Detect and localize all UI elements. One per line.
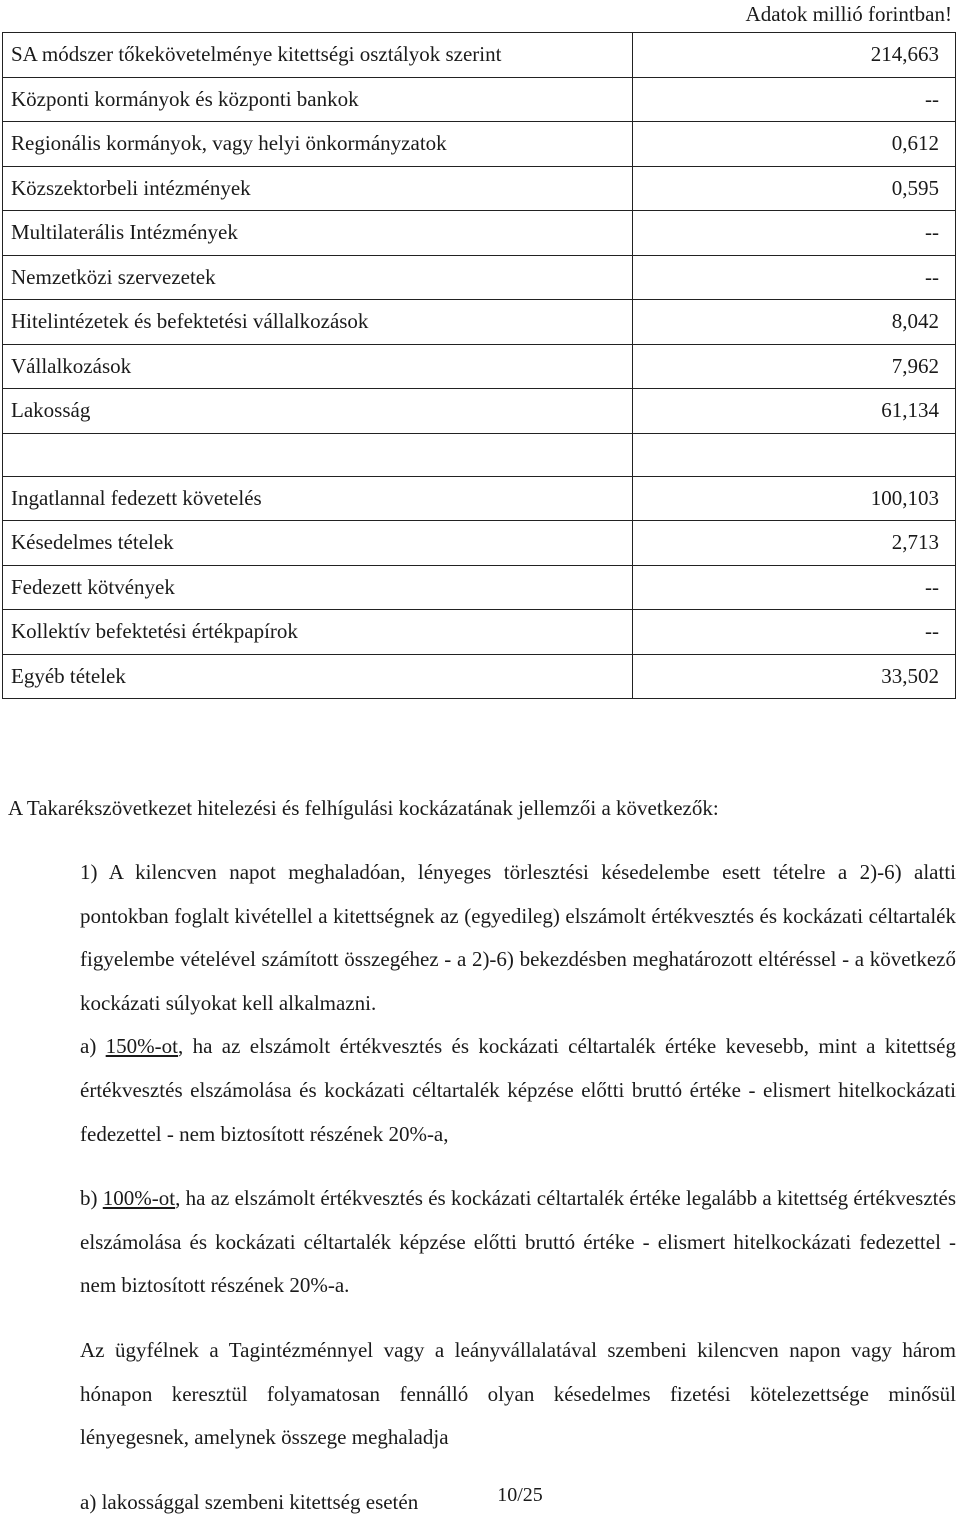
table-row [3, 389, 956, 434]
row-value: 8,042 [633, 300, 956, 345]
row-value: -- [633, 77, 956, 122]
row-label: Központi kormányok és központi bankok [3, 77, 633, 122]
table-row [3, 344, 956, 389]
row-value: 214,663 [633, 33, 956, 78]
row-value: -- [633, 211, 956, 256]
row-value: -- [633, 255, 956, 300]
table-row [3, 565, 956, 610]
paragraph-a-rest: , ha az elszámolt értékvesztés és kockázati céltartalék értéke kevesebb, mint a kitettség értékvesztés elszámolása és kockázati céltartalék képzése előtti bruttó értéke - elismert hitelkockázati fedezettel - nem biztosított részének 20%-a, [80, 1034, 956, 1146]
row-label: Lakosság [3, 389, 633, 434]
paragraph-2: Az ügyfélnek a Tagintézménnyel vagy a leányvállalatával szembeni kilencven napon vagy három hónapon keresztül folyamatosan fennálló olyan késedelmes fizetési kötelezettsége minősül lényegesnek, amelynek összege meghaladja [80, 1337, 956, 1450]
table-row [3, 77, 956, 122]
unit-note: Adatok millió forintban! [745, 2, 952, 26]
row-value: 61,134 [633, 389, 956, 434]
paragraph-3: a) lakossággal szembeni kitettség esetén [80, 1489, 419, 1514]
paragraph-a-weight: 150%-ot [105, 1034, 178, 1059]
row-value: 33,502 [633, 654, 956, 699]
table-row [3, 300, 956, 345]
row-value: 0,595 [633, 166, 956, 211]
row-label: Közszektorbeli intézmények [3, 166, 633, 211]
row-value: -- [633, 610, 956, 655]
table-row [3, 211, 956, 256]
row-label: Regionális kormányok, vagy helyi önkormányzatok [3, 122, 633, 167]
row-label [3, 433, 633, 476]
paragraph-a-prefix: a) [80, 1034, 106, 1059]
intro-paragraph: A Takarékszövetkezet hitelezési és felhígulási kockázatának jellemzői a következők: [8, 796, 719, 820]
paragraph-a [80, 1025, 956, 1156]
row-value: 7,962 [633, 344, 956, 389]
row-label: Nemzetközi szervezetek [3, 255, 633, 300]
row-value: 2,713 [633, 521, 956, 566]
table-row [3, 476, 956, 521]
row-label: Ingatlannal fedezett követelés [3, 476, 633, 521]
body-text [8, 786, 956, 1524]
table-row [3, 654, 956, 699]
row-value: 100,103 [633, 476, 956, 521]
paragraph-b-weight: 100%-ot [102, 1186, 176, 1211]
row-label: Hitelintézetek és befektetési vállalkozások [3, 300, 633, 345]
paragraph-b-rest: , ha az elszámolt értékvesztés és kockázati céltartalék értéke legalább a kitettség értékvesztés elszámolása és kockázati céltartalék képzése előtti bruttó értéke - elismert hitelkockázati fedezettel - nem biztosított részének 20%-a. [80, 1186, 956, 1298]
row-label: Késedelmes tételek [3, 521, 633, 566]
table-row [3, 33, 956, 78]
row-label: SA módszer tőkekövetelménye kitettségi osztályok szerint [3, 33, 633, 78]
row-label: Fedezett kötvények [3, 565, 633, 610]
table-row [3, 255, 956, 300]
table-row [3, 433, 956, 476]
table-row [3, 521, 956, 566]
row-value: -- [633, 565, 956, 610]
row-label: Multilaterális Intézmények [3, 211, 633, 256]
table-row [3, 166, 956, 211]
table-row [3, 610, 956, 655]
row-value [633, 433, 956, 476]
page-number: 10/25 [497, 1484, 543, 1506]
row-label: Kollektív befektetési értékpapírok [3, 610, 633, 655]
row-label: Egyéb tételek [3, 654, 633, 699]
exposure-table [2, 32, 956, 699]
row-label: Vállalkozások [3, 344, 633, 389]
paragraph-1: 1) A kilencven napot meghaladóan, lényeges törlesztési késedelembe esett tételre a 2)-6) alatti pontokban foglalt kivétellel a kitettségnek az (egyedileg) elszámolt értékvesztés és kockázati céltartalék figyelembe vételével számított összegéhez - a 2)-6) bekezdésben meghatározott eltéréssel - a következő kockázati súlyokat kell alkalmazni. [80, 860, 956, 1015]
paragraph-b [80, 1177, 956, 1308]
row-value: 0,612 [633, 122, 956, 167]
paragraph-b-prefix: b) [80, 1186, 103, 1211]
table-row [3, 122, 956, 167]
